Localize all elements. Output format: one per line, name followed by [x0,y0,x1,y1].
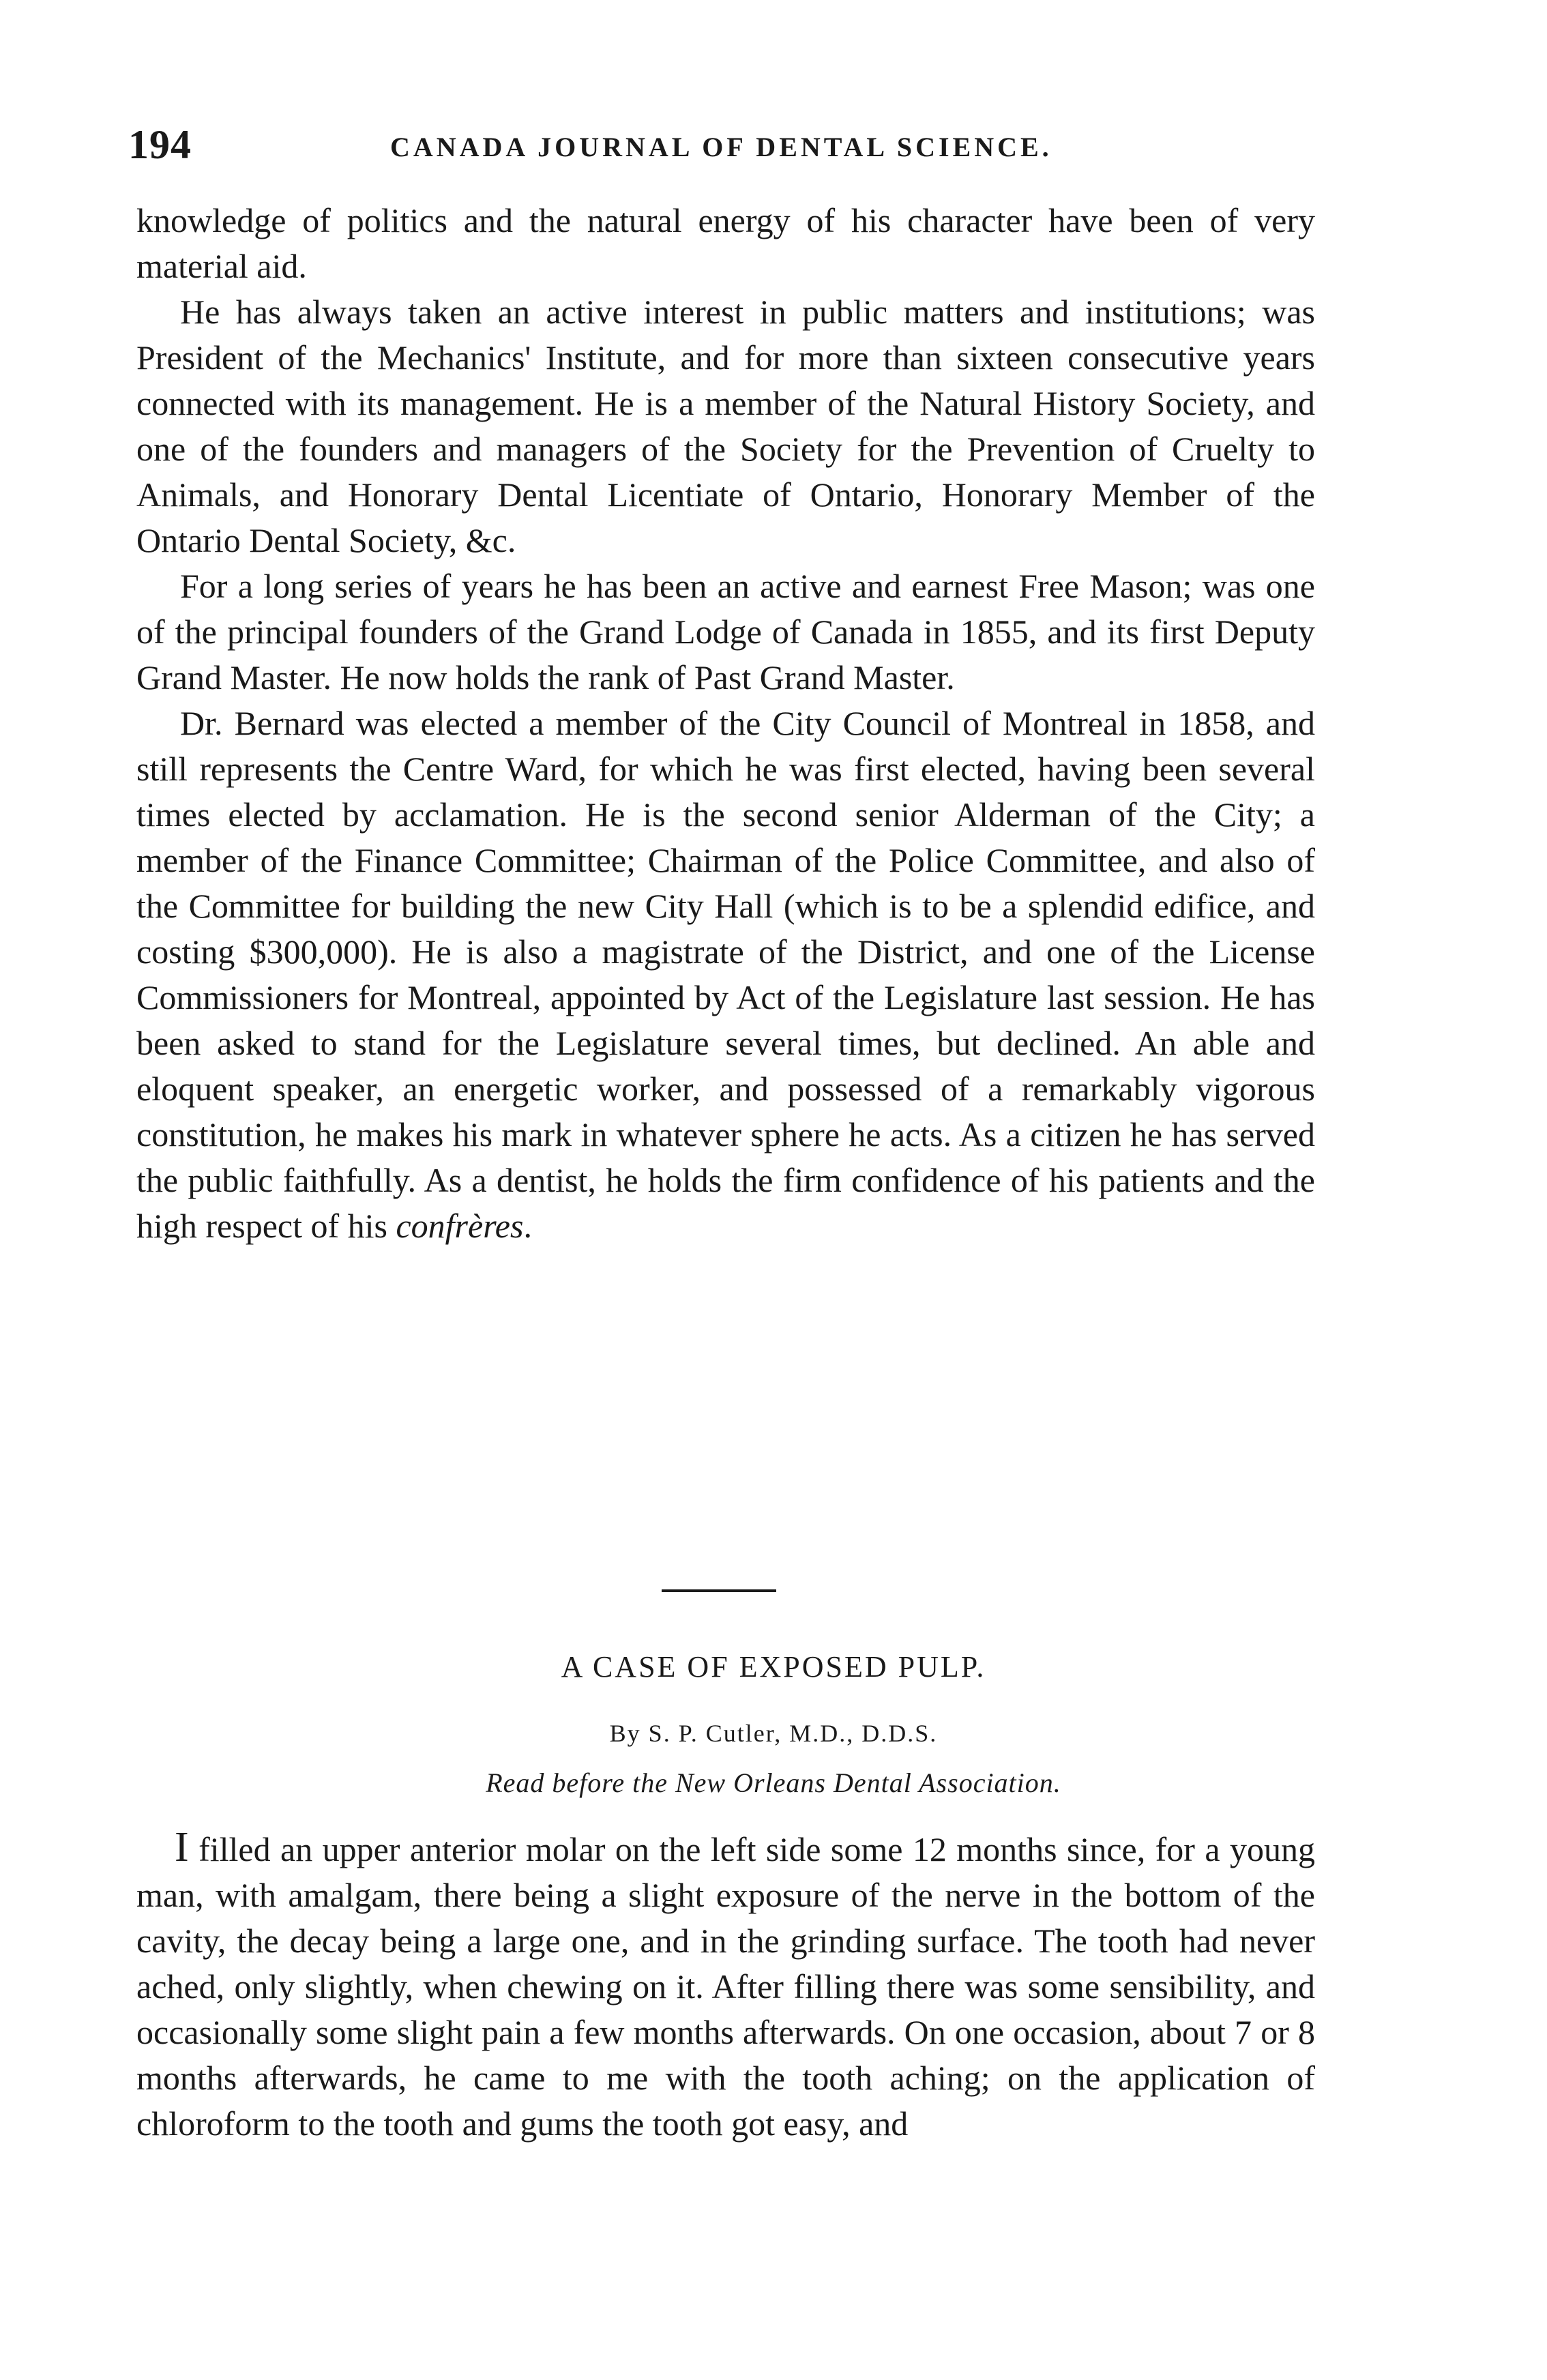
paragraph-1: knowledge of politics and the natural energy of his character have been of very material aid. [136,201,1315,285]
dropcap: I [175,1824,189,1870]
article-title: A CASE OF EXPOSED PULP. [561,1650,986,1684]
case-paragraph-text: filled an upper anterior molar on the left side some 12 months since, for a young man, with amalgam, there being a slight exposure of the nerve in the bottom of the cavity, the decay being a large one, and in the grinding surface. The tooth had never ached, only slightly, when chewing on it. After filling there was some sensibility, and occasionally some slight pain a few months afterwards. On one occasion, about 7 or 8 months afterwards, he came to me with the tooth aching; on the application of chloroform to the tooth and gums the tooth got easy, and [136,1830,1315,2143]
article-subheading: Read before the New Orleans Dental Association. [486,1767,1061,1798]
closing-period: . [523,1207,532,1245]
biography-article [136,198,1315,1249]
paragraph-3: For a long series of years he has been an active and earnest Free Mason; was one of the principal founders of the Grand Lodge of Canada in 1855, and its first Deputy Grand Master. He now holds the rank of Past Grand Master. [136,567,1315,696]
section-divider [662,1589,776,1592]
paragraph-2: He has always taken an active interest in public matters and institutions; was President of the Mechanics' Institute, and for more than sixteen consecutive years connected with its management. He is a member of the Natural History Society, and one of the founders and managers of the Society for the Prevention of Cruelty to Animals, and Honorary Dental Licentiate of Ontario, Honorary Member of the Ontario Dental Society, &c. [136,293,1315,559]
page-number: 194 [128,122,192,167]
article-byline: By S. P. Cutler, M.D., D.D.S. [609,1720,938,1747]
paragraph-4 [136,701,1315,1249]
running-title: CANADA JOURNAL OF DENTAL SCIENCE. [390,132,1052,162]
page-header [128,121,1356,176]
italic-term: confrères [396,1207,524,1245]
case-article [136,1825,1315,2147]
case-paragraph [136,1825,1315,2147]
paragraph-4-text: Dr. Bernard was elected a member of the City Council of Montreal in 1858, and still represents the Centre Ward, for which he was first elected, having been several times elected by acclamation. He is the second senior Alderman of the City; a member of the Finance Committee; Chairman of the Police Committee, and also of the Committee for building the new City Hall (which is to be a splendid edifice, and costing $300,000). He is also a magistrate of the District, and one of the License Commissioners for Montreal, appointed by Act of the Legislature last session. He has been asked to stand for the Legislature several times, but declined. An able and eloquent speaker, an energetic worker, and possessed of a remarkably vigorous constitution, he makes his mark in whatever sphere he acts. As a citizen he has served the public faithfully. As a dentist, he holds the firm confidence of his patients and the high respect of his [136,704,1315,1245]
